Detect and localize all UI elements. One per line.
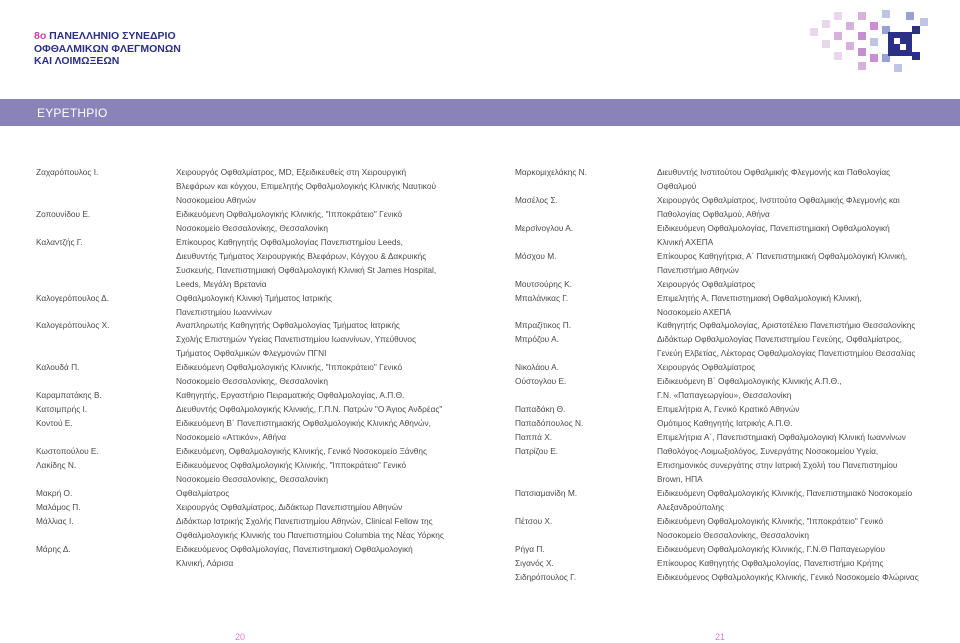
entry-affiliation: Οφθαλμίατρος [176,487,230,498]
index-entry [515,278,935,292]
entry-name: Νικολάου Α. [515,362,559,373]
index-entry [515,180,935,194]
entry-name: Μπαλάνικας Γ. [515,292,569,303]
entry-name [515,501,657,515]
entry-affiliation: Ειδικευόμενος Οφθαλμολογίας, Πανεπιστημιακή Οφθαλμολογική [176,543,413,554]
index-column-left [36,166,468,571]
index-entry [36,306,468,320]
entry-name [36,278,176,292]
entry-name [36,222,176,236]
entry-name [36,529,176,543]
entry-name [515,180,657,194]
entry-affiliation: Τμήματος Οφθαλμικών Φλεγμονών ΠΓΝΙ [176,348,327,359]
index-entry [515,501,935,515]
index-entry [515,208,935,222]
entry-name [515,347,657,361]
entry-name: Μαρκομιχελάκης Ν. [515,167,587,177]
entry-affiliation: Αλεξανδρούπολης [657,501,725,512]
entry-affiliation: Νοσοκομείο Θεσσαλονίκης, Θεσσαλονίκη [176,473,329,484]
entry-name: Μακρή Ο. [36,487,73,498]
index-entry [36,208,468,222]
index-entry [515,459,935,473]
entry-name: Παππά Χ. [515,432,553,443]
entry-affiliation: Διδάκτωρ Ιατρικής Σχολής Πανεπιστημίου Αθηνών, Clinical Fellow της [176,515,433,526]
index-entry [515,319,935,333]
edition-number: 8ο [34,30,47,42]
entry-name: Καραμπατάκης Β. [36,390,102,401]
entry-affiliation: Διευθυντής Οφθαλμολογικής Κλινικής, Γ.Π.Ν. Πατρών "Ο Άγιος Ανδρέας" [176,404,443,415]
entry-name: Κατσιμπρής Ι. [36,404,88,415]
index-entry [515,333,935,347]
index-entry [36,459,468,473]
entry-affiliation: Επίκουρος Καθηγήτρια, Α΄ Πανεπιστημιακή Οφθαλμολογική Κλινική, [657,250,908,261]
entry-affiliation: Ειδικευόμενος Οφθαλμολογικής Κλινικής, Γενικό Νοσοκομείο Φλώρινας [657,571,919,582]
index-entry [36,389,468,403]
entry-affiliation: Brown, ΗΠΑ [657,473,703,484]
index-entry [36,501,468,515]
entry-name: Παπαδάκη Θ. [515,404,566,415]
entry-name: Μουτσούρης Κ. [515,278,572,289]
entry-affiliation: Ειδικευόμενη Β΄ Πανεπιστημιακής Οφθαλμολογικής Κλινικής Αθηνών, [176,418,431,429]
entry-affiliation: Οφθαλμολογική Κλινική Τμήματος Ιατρικής [176,292,332,303]
entry-name: Σιγανός Χ. [515,557,554,568]
entry-name [515,306,657,320]
entry-affiliation: Ειδικευόμενη Οφθαλμολογικής Κλινικής, Πανεπιστημιακό Νοσοκομείο [657,487,913,498]
index-entry [36,333,468,347]
index-column-right [515,166,935,585]
index-entry [36,473,468,487]
entry-affiliation: Χειρουργός Οφθαλμίατρος, Διδάκτωρ Πανεπιστημίου Αθηνών [176,501,403,512]
entry-affiliation: Νοσοκομείο ΑΧΕΠΑ [657,306,731,317]
section-title: ΕΥΡΕΤΗΡΙΟ [37,106,108,120]
entry-name [515,529,657,543]
entry-affiliation: Οφθαλμού [657,180,697,191]
index-entry [36,445,468,459]
entry-affiliation: Ειδικευόμενη Οφθαλμολογικής Κλινικής, "Ιπποκράτειο" Γενικό [657,515,884,526]
entry-affiliation: Νοσοκομείου Αθηνών [176,194,256,205]
entry-name [36,473,176,487]
index-entry [515,306,935,320]
entry-name [36,264,176,278]
index-entry [36,292,468,306]
index-entry [36,417,468,431]
entry-affiliation: Διευθυντής Ινστιτούτου Οφθαλμικής Φλεγμονής και Παθολογίας [657,167,891,177]
index-entry [36,403,468,417]
entry-affiliation: Αναπληρωτής Καθηγητής Οφθαλμολογίας Τμήματος Ιατρικής [176,320,400,331]
entry-affiliation: Κλινική ΑΧΕΠΑ [657,236,714,247]
entry-affiliation: Επίκουρος Καθηγητής Οφθαλμολογίας, Πανεπιστήμιο Κρήτης [657,557,884,568]
index-entry [515,473,935,487]
entry-name: Μπρόζου Α. [515,334,559,345]
entry-affiliation: Παθολόγος-Λοιμωξιολόγος, Συνεργάτης Νοσοκομείου Υγεία, [657,446,879,457]
entry-name: Μερσίνογλου Α. [515,222,574,233]
entry-name [36,347,176,361]
entry-affiliation: Καθηγητής Οφθαλμολογίας, Αριστοτέλειο Πανεπιστήμιο Θεσσαλονίκης [657,320,916,331]
index-entry [515,375,935,389]
entry-affiliation: Πανεπιστήμιο Αθηνών [657,264,739,275]
index-entry [515,529,935,543]
index-entry [515,571,935,585]
index-entry [36,319,468,333]
entry-affiliation: Νοσοκομείο «Αττικόν», Αθήνα [176,432,287,443]
index-entry [36,278,468,292]
entry-name [36,250,176,264]
index-entry [515,557,935,571]
entry-affiliation: Επισημονικός συνεργάτης στην Ιατρική Σχολή του Πανεπιστημίου [657,460,898,471]
entry-affiliation: Συσκευής, Πανεπιστημιακή Οφθαλμολογική Κλινική St James Hospital, [176,264,437,275]
index-entry [515,403,935,417]
entry-name: Μασέλος Σ. [515,194,558,205]
entry-affiliation: Leeds, Μεγάλη Βρετανία [176,278,267,289]
index-entry [515,515,935,529]
entry-name [515,236,657,250]
index-entry [515,389,935,403]
entry-name: Κοντού Ε. [36,418,73,429]
entry-name: Πέτσου Χ. [515,515,553,526]
index-entry [36,222,468,236]
index-entry [36,361,468,375]
entry-affiliation: Ειδικευόμενη Οφθαλμολογικής Κλινικής, "Ιπποκράτειο" Γενικό [176,208,403,219]
entry-name [36,375,176,389]
entry-name: Μάρης Δ. [36,543,71,554]
entry-name: Κωστοπούλου Ε. [36,446,99,457]
entry-name: Λακίδης Ν. [36,460,77,471]
entry-name [36,431,176,445]
index-entry [515,292,935,306]
entry-affiliation: Διευθυντής Τμήματος Χειρουργικής Βλεφάρων, Κόγχου & Δακρυικής [176,250,427,261]
entry-affiliation: Χειρουργός Οφθαλμίατρος, Ινστιτούτο Οφθαλμικής Φλεγμονής και [657,194,900,205]
index-entry [36,543,468,557]
conference-title-line-3: ΚΑΙ ΛΟΙΜΩΞΕΩΝ [34,55,120,67]
entry-name [515,208,657,222]
index-entry [36,264,468,278]
entry-name: Πατρίζου Ε. [515,446,559,457]
entry-name: Μάλλιας Ι. [36,515,74,526]
index-entry [515,361,935,375]
entry-name [36,333,176,347]
entry-name: Καλουδά Π. [36,362,80,373]
entry-affiliation: Ομότιμος Καθηγητής Ιατρικής Α.Π.Θ. [657,418,793,429]
index-entry [515,166,935,180]
index-entry [515,445,935,459]
entry-affiliation: Κλινική, Λάρισα [176,557,234,568]
conference-title-line-1 [34,30,274,43]
index-entry [515,194,935,208]
entry-name [515,459,657,473]
entry-affiliation: Χειρουργός Οφθαλμίατρος [657,278,756,289]
index-entry [515,222,935,236]
entry-affiliation: Ειδικευόμενη Οφθαλμολογίας, Πανεπιστημιακή Οφθαλμολογική [657,222,890,233]
entry-name [515,264,657,278]
entry-affiliation: Ειδικευόμενος Οφθαλμολογικής Κλινικής, "Ιπποκράτειο" Γενικό [176,460,407,471]
index-entry [515,264,935,278]
entry-affiliation: Ειδικευόμενη, Οφθαλμολογικής Κλινικής, Γενικό Νοσοκομείο Ξάνθης [176,446,427,457]
index-entry [515,417,935,431]
index-entry [36,529,468,543]
pixel-mosaic-logo-icon [808,8,934,76]
entry-affiliation: Νοσοκομείο Θεσσαλονίκης, Θεσσαλονίκη [176,222,329,233]
index-entry [36,487,468,501]
entry-affiliation: Βλεφάρων και κόγχου, Επιμελητής Οφθαλμολογικής Κλινικής Ναυτικού [176,180,436,191]
entry-affiliation: Παθολογίας Οφθαλμού, Αθήνα [657,208,770,219]
entry-name [36,306,176,320]
entry-affiliation: Χειρουργός Οφθαλμίατρος [657,362,756,373]
index-entry [36,375,468,389]
index-entry [36,166,468,180]
entry-affiliation: Νοσοκομείο Θεσσαλονίκης, Θεσσαλονίκη [657,529,810,540]
entry-name: Πατσιαμανίδη Μ. [515,487,578,498]
section-band [0,99,960,126]
index-entry [36,194,468,208]
entry-affiliation: Διδάκτωρ Οφθαλμολογίας Πανεπιστημίου Γενεύης, Οφθαλμίατρος, [657,334,902,345]
entry-affiliation: Χειρουργός Οφθαλμίατρος, MD, Εξειδικευθείς στη Χειρουργική [176,167,407,177]
entry-name: Καλογερόπουλος Χ. [36,320,110,331]
entry-name: Μόσχου Μ. [515,250,557,261]
entry-name: Σιδηρόπουλος Γ. [515,571,577,582]
entry-affiliation: Ειδικευόμενη Οφθαλμολογικής Κλινικής, "Ιπποκράτειο" Γενικό [176,362,403,373]
index-entry [36,250,468,264]
entry-name: Καλαντζής Γ. [36,236,83,247]
entry-name: Μαλάμος Π. [36,501,81,512]
page-number-right: 21 [715,632,726,642]
index-entry [515,431,935,445]
entry-name: Παπαδόπουλος Ν. [515,418,584,429]
entry-affiliation: Επιμελητής Α, Πανεπιστημιακή Οφθαλμολογική Κλινική, [657,292,862,303]
conference-title [34,30,274,68]
page-number-left: 20 [235,632,246,642]
entry-affiliation: Επιμελήτρια Α΄, Πανεπιστημιακή Οφθαλμολογική Κλινική Ιωαννίνων [657,432,906,443]
entry-name [36,180,176,194]
conference-title-line-2: ΟΦΘΑΛΜΙΚΩΝ ΦΛΕΓΜΟΝΩΝ [34,42,181,55]
entry-affiliation: Επίκουρος Καθηγητής Οφθαλμολογίας Πανεπιστημίου Leeds, [176,236,403,247]
index-entry [36,515,468,529]
entry-affiliation: Επιμελήτρια Α, Γενικό Κρατικό Αθηνών [657,404,800,415]
entry-affiliation: Γενεύη Ελβετίας, Λέκτορας Οφθαλμολογίας Πανεπιστημίου Θεσσαλίας [657,348,916,359]
entry-name: Ζοπουνίδου Ε. [36,208,91,219]
entry-affiliation: Γ.Ν. «Παπαγεωργίου», Θεσσαλονίκη [657,390,792,401]
index-entry [515,543,935,557]
index-entry [36,236,468,250]
entry-affiliation: Οφθαλμολογικής Κλινικής του Πανεπιστημίου Columbia της Νέας Υόρκης [176,529,444,540]
edition-label: ΠΑΝΕΛΛΗΝΙΟ ΣΥΝΕΔΡΙΟ [46,30,176,42]
index-entry [36,557,468,571]
index-entry [515,487,935,501]
entry-name: Μπραζίτικος Π. [515,320,572,331]
index-entry [515,236,935,250]
index-entry [36,180,468,194]
entry-name: Ρήγα Π. [515,543,545,554]
entry-name: Ούστογλου Ε. [515,376,567,387]
entry-affiliation: Νοσοκομείο Θεσσαλονίκης, Θεσσαλονίκη [176,376,329,387]
entry-affiliation: Ειδικευόμενη Β΄ Οφθαλμολογικής Κλινικής Α.Π.Θ., [657,376,842,387]
entry-affiliation: Καθηγητής, Εργαστήριο Πειραματικής Οφθαλμολογίας, Α.Π.Θ. [176,390,405,401]
entry-affiliation: Ειδικευόμενη Οφθαλμολογικής Κλινικής, Γ.Ν.Θ Παπαγεωργίου [657,543,885,554]
index-entry [36,431,468,445]
entry-name [515,389,657,403]
entry-affiliation: Σχολής Επιστημών Υγείας Πανεπιστημίου Ιωαννίνων, Υπεύθυνος [176,334,417,345]
entry-name [36,194,176,208]
entry-name: Ζαχαρόπουλος Ι. [36,167,99,177]
entry-name [515,473,657,487]
entry-name [36,557,176,571]
entry-affiliation: Πανεπιστημίου Ιωαννίνων [176,306,272,317]
entry-name: Καλογερόπουλος Δ. [36,292,110,303]
index-entry [515,347,935,361]
index-entry [515,250,935,264]
index-entry [36,347,468,361]
